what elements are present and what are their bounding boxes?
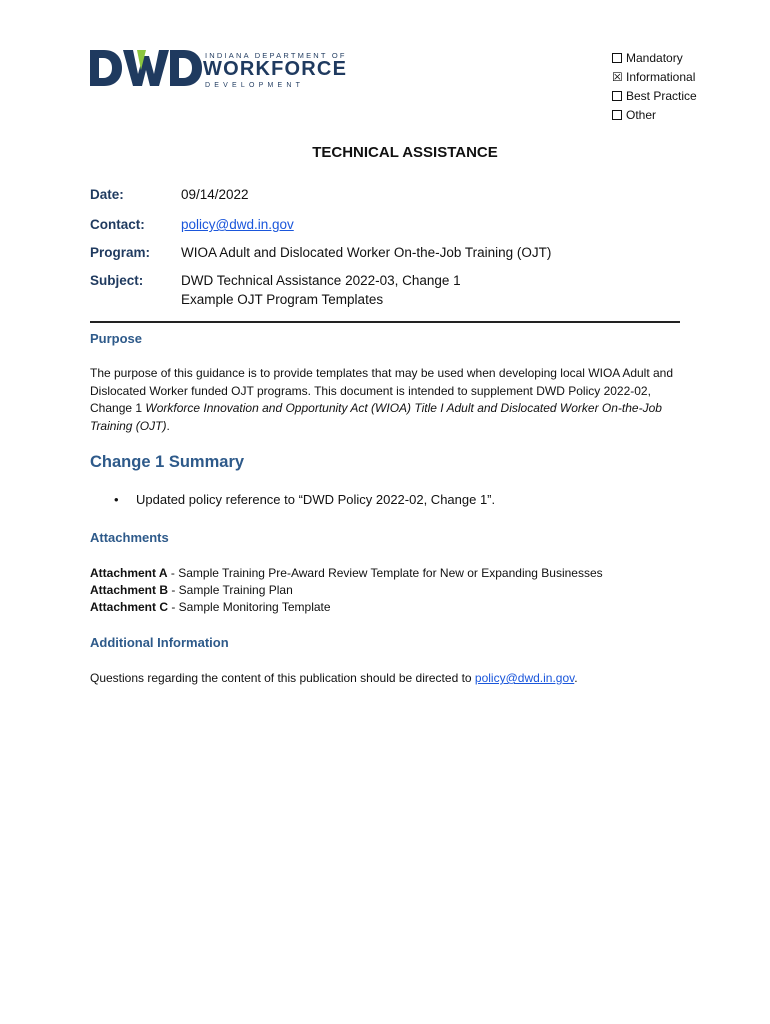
- purpose-paragraph: The purpose of this guidance is to provide templates that may be used when developing local WIOA Adult and Dislocated Worker funded OJT programs. This document is intended to supplement DWD Policy 2022-02, Change 1 Workforce Innovation and Opportunity Act (WIOA) Title I Adult and Dislocated Worker On-the-Job Training (OJT).: [90, 366, 674, 433]
- contact-label: Contact:: [90, 217, 145, 232]
- logo-top-text: INDIANA DEPARTMENT OF: [205, 51, 347, 60]
- classification-list: [612, 48, 697, 124]
- attachment-item: Attachment B - Sample Training Plan: [90, 583, 293, 597]
- checkbox-empty-icon: [612, 53, 622, 63]
- additional-info-text: Questions regarding the content of this publication should be directed to policy@dwd.in.gov.: [90, 671, 578, 685]
- program-value: WIOA Adult and Dislocated Worker On-the-Job Training (OJT): [181, 245, 552, 260]
- logo-main-text: WORKFORCE: [203, 58, 348, 80]
- checkbox-label: Informational: [626, 69, 696, 84]
- contact-email-link[interactable]: policy@dwd.in.gov: [181, 217, 294, 232]
- section-divider: [90, 321, 680, 323]
- checkbox-empty-icon: [612, 91, 622, 101]
- list-item-text: Updated policy reference to “DWD Policy 2022-02, Change 1”.: [136, 492, 496, 507]
- attachment-item: Attachment C - Sample Monitoring Template: [90, 600, 331, 614]
- checkbox-best-practice[interactable]: [612, 86, 697, 105]
- checkbox-empty-icon: [612, 110, 622, 120]
- logo-sub-text: DEVELOPMENT: [205, 82, 305, 89]
- program-label: Program:: [90, 245, 151, 260]
- change-summary-heading: Change 1 Summary: [90, 453, 245, 471]
- purpose-heading: Purpose: [90, 331, 143, 346]
- checkbox-label: Best Practice: [626, 88, 697, 103]
- checkbox-other[interactable]: [612, 105, 697, 124]
- subject-line-2: Example OJT Program Templates: [181, 292, 384, 307]
- subject-label: Subject:: [90, 273, 144, 288]
- document-title: TECHNICAL ASSISTANCE: [312, 144, 498, 161]
- list-item: [114, 492, 495, 507]
- checkbox-checked-icon: ☒: [612, 69, 623, 84]
- checkbox-informational[interactable]: [612, 67, 697, 86]
- additional-info-heading: Additional Information: [90, 635, 229, 650]
- checkbox-label: Other: [626, 107, 657, 122]
- bullet-icon: •: [114, 492, 119, 507]
- date-label: Date:: [90, 187, 124, 202]
- subject-line-1: DWD Technical Assistance 2022-03, Change 1: [181, 273, 461, 288]
- checkbox-label: Mandatory: [626, 50, 683, 65]
- checkbox-mandatory[interactable]: [612, 48, 697, 67]
- date-value: 09/14/2022: [181, 187, 249, 202]
- attachments-heading: Attachments: [90, 530, 169, 545]
- attachment-item: Attachment A - Sample Training Pre-Award Review Template for New or Expanding Businesses: [90, 566, 603, 580]
- contact-email-link[interactable]: policy@dwd.in.gov: [474, 671, 575, 685]
